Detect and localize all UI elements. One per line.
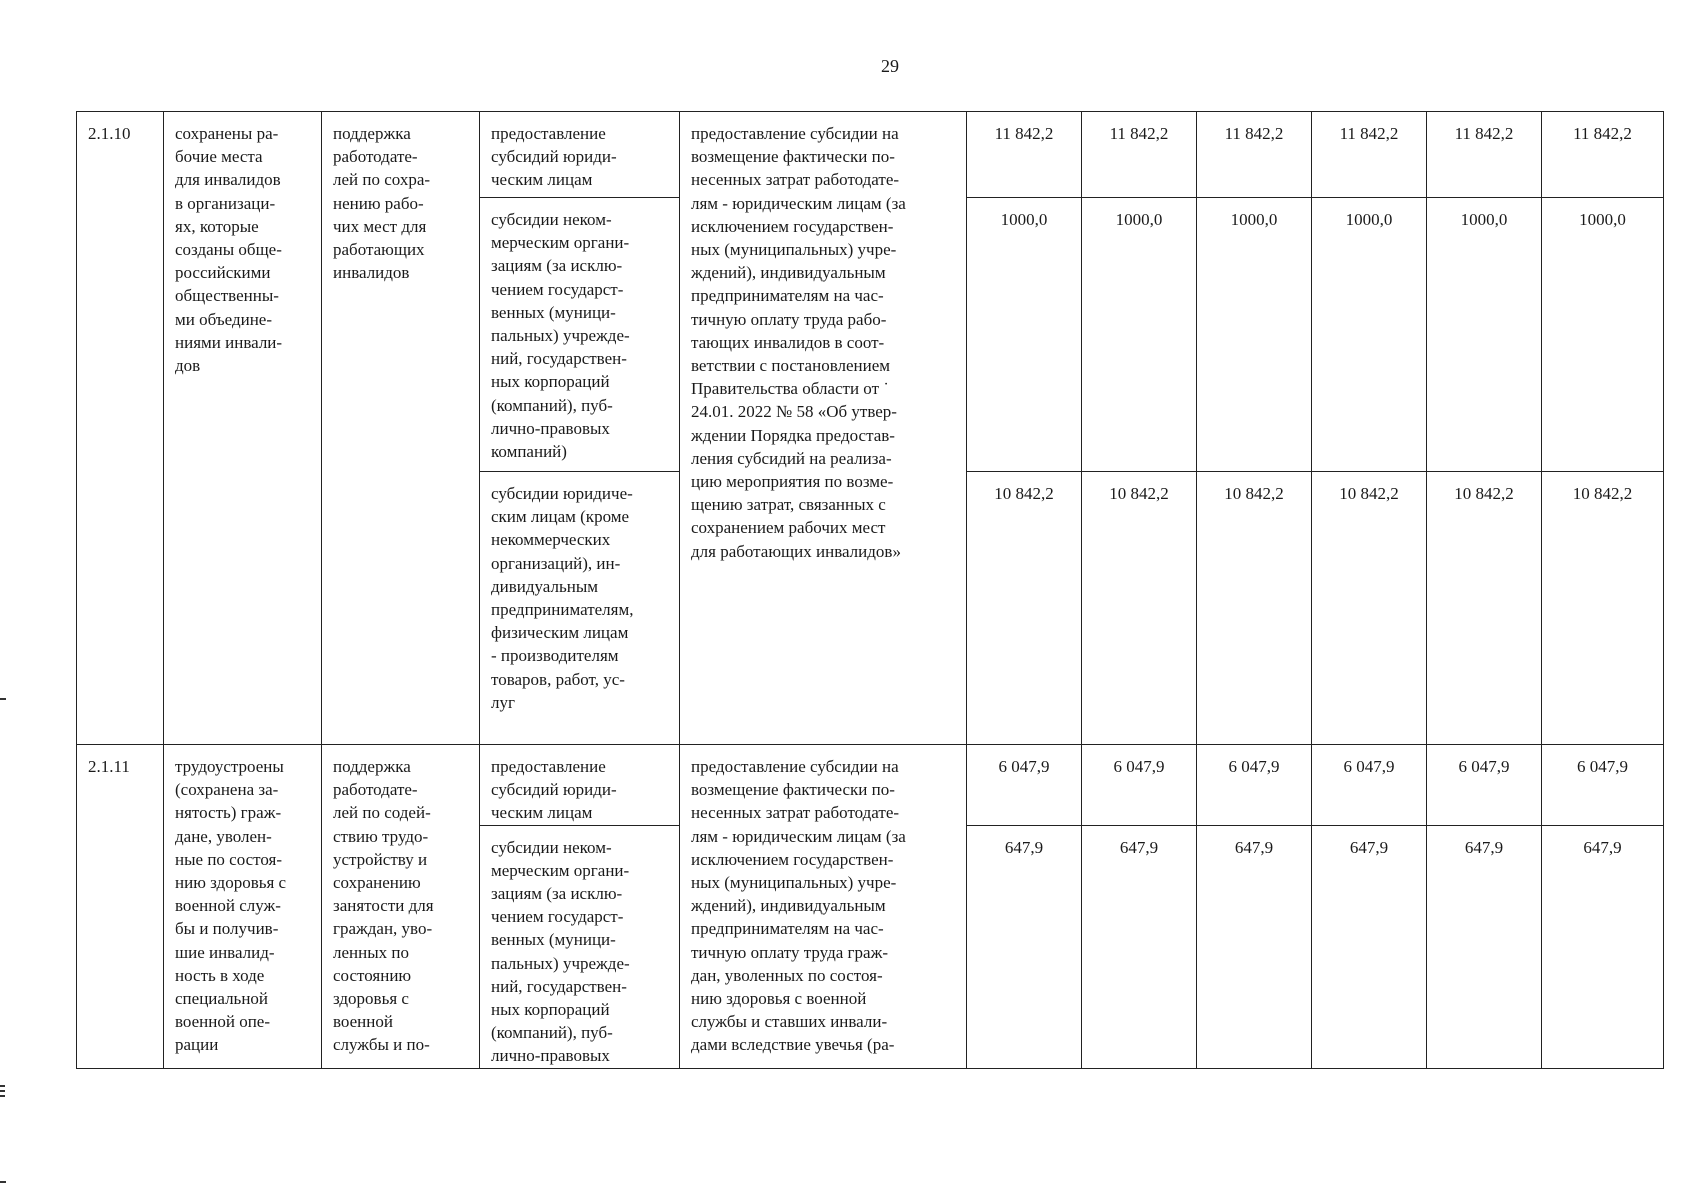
- measure-description: предоставление субсидии на возмещение фактически по- несенных затрат работодате- лям - юридическим лицам (за исключением государствен- ных (муниципальных) учре- ждений), индивидуальным предпринимателям на час- тичную оплату труда рабо- тающих инвалидов в соот- ветствии с постановлением Правительства области от ˙ 24.01. 2022 № 58 «Об утвер- ждении Порядка предостав- ления субсидий на реализа- цию мероприятия по возме- щению затрат, связанных с сохранением рабочих мест для работающих инвалидов»: [680, 112, 967, 745]
- scan-edge-mark: [0, 1181, 6, 1183]
- funding-type: предоставление субсидий юриди- ческим лицам: [480, 745, 680, 826]
- support-measure: поддержка работодате- лей по содей- ствию трудо- устройству и сохранению занятости для граждан, уво- ленных по состоянию здоровья с военной службы и по-: [322, 745, 480, 1069]
- amount-cell: 647,9: [967, 825, 1082, 1068]
- amount-cell: 647,9: [1082, 825, 1197, 1068]
- measure-description: предоставление субсидии на возмещение фактически по- несенных затрат работодате- лям - юридическим лицам (за исключением государствен- ных (муниципальных) учре- ждений), индивидуальным предпринимателям на час- тичную оплату труда граж- дан, уволенных по состоя- нию здоровья с военной службы и ставших инвали- дами вследствие увечья (ра-: [680, 745, 967, 1069]
- scan-edge-mark: [0, 698, 6, 700]
- table-row: [77, 112, 1664, 198]
- support-measure: поддержка работодате- лей по сохра- нению рабо- чих мест для работающих инвалидов: [322, 112, 480, 745]
- amount-cell: 6 047,9: [1082, 745, 1197, 826]
- amount-cell: 11 842,2: [967, 112, 1082, 198]
- funding-type: предоставление субсидий юриди- ческим лицам: [480, 112, 680, 198]
- amount-cell: 10 842,2: [1197, 472, 1312, 745]
- amount-cell: 10 842,2: [967, 472, 1082, 745]
- amount-cell: 6 047,9: [1427, 745, 1542, 826]
- expected-result: трудоустроены (сохранена за- нятость) граж- дане, уволен- ные по состоя- нию здоровья с военной служ- бы и получив- шие инвалид- ность в ходе специальной военной опе- рации: [164, 745, 322, 1069]
- amount-cell: 10 842,2: [1312, 472, 1427, 745]
- amount-cell: 1000,0: [1197, 198, 1312, 472]
- amount-cell: 10 842,2: [1427, 472, 1542, 745]
- amount-cell: 6 047,9: [1197, 745, 1312, 826]
- measures-table: [76, 111, 1664, 1069]
- amount-cell: 647,9: [1312, 825, 1427, 1068]
- funding-type: субсидии юридиче- ским лицам (кроме некоммерческих организаций), ин- дивидуальным предпринимателям, физическим лицам - производителям товаров, работ, ус- луг: [480, 472, 680, 745]
- table-row: [77, 745, 1664, 826]
- amount-cell: 11 842,2: [1082, 112, 1197, 198]
- amount-cell: 6 047,9: [1312, 745, 1427, 826]
- amount-cell: 6 047,9: [967, 745, 1082, 826]
- amount-cell: 10 842,2: [1542, 472, 1664, 745]
- amount-cell: 1000,0: [1427, 198, 1542, 472]
- amount-cell: 647,9: [1427, 825, 1542, 1068]
- amount-cell: 6 047,9: [1542, 745, 1664, 826]
- expected-result: сохранены ра- бочие места для инвалидов в организаци- ях, которые созданы обще- российскими общественны- ми объедине- ниями инвали- дов: [164, 112, 322, 745]
- amount-cell: 1000,0: [967, 198, 1082, 472]
- item-number: 2.1.11: [77, 745, 164, 1069]
- amount-cell: 11 842,2: [1312, 112, 1427, 198]
- amount-cell: 11 842,2: [1542, 112, 1664, 198]
- amount-cell: 647,9: [1542, 825, 1664, 1068]
- amount-cell: 10 842,2: [1082, 472, 1197, 745]
- amount-cell: 1000,0: [1082, 198, 1197, 472]
- funding-type: субсидии неком- мерческим органи- зациям (за исклю- чением государст- венных (муници- пальных) учрежде- ний, государствен- ных корпораций (компаний), пуб- лично-правовых компаний): [480, 198, 680, 472]
- amount-cell: 11 842,2: [1197, 112, 1312, 198]
- amount-cell: 1000,0: [1542, 198, 1664, 472]
- page-number: 29: [881, 56, 899, 76]
- scan-edge-mark: [0, 1090, 5, 1092]
- amount-cell: 1000,0: [1312, 198, 1427, 472]
- item-number: 2.1.10: [77, 112, 164, 745]
- scan-edge-mark: [0, 1085, 5, 1087]
- scan-edge-mark: [0, 1095, 5, 1097]
- funding-type: субсидии неком- мерческим органи- зациям (за исклю- чением государст- венных (муници- пальных) учрежде- ний, государствен- ных корпораций (компаний), пуб- лично-правовых: [480, 825, 680, 1068]
- amount-cell: 647,9: [1197, 825, 1312, 1068]
- amount-cell: 11 842,2: [1427, 112, 1542, 198]
